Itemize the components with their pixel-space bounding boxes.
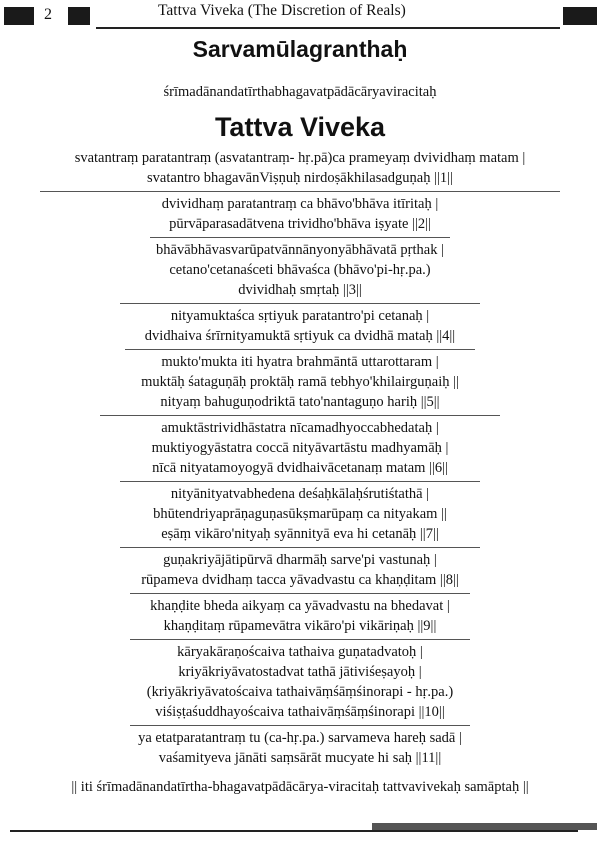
verse-1 bbox=[40, 146, 560, 192]
verse-line: ya etatparatantraṃ tu (ca-hṛ.pa.) sarvameva hareḥ sadā | bbox=[138, 730, 462, 746]
verse-line: kriyākriyāvatostadvat tathā jātiviśeṣayoḥ | bbox=[178, 664, 422, 680]
verse-line: nityamuktaśca sṛtiyuk paratantro'pi cetanaḥ | bbox=[170, 308, 430, 324]
work-title: Tattva Viveka bbox=[214, 112, 386, 142]
verse-3 bbox=[120, 238, 480, 304]
verse-line: khaṇḍitaṃ rūpamevātra vikāro'pi vikāriṇaḥ ||9|| bbox=[163, 618, 437, 634]
verse-line: dvividhaḥ smṛtaḥ ||3|| bbox=[238, 282, 362, 298]
page-number: 2 bbox=[44, 6, 52, 23]
decorative-block-left bbox=[4, 7, 34, 25]
verse-line: kāryakāraṇoścaiva tathaiva guṇatadvatoḥ | bbox=[177, 644, 423, 660]
footer-rule bbox=[10, 830, 578, 832]
verse-8 bbox=[130, 548, 470, 594]
verse-7 bbox=[120, 482, 480, 548]
verse-line: vaśamityeva jānāti saṃsārāt mucyate hi saḥ ||11|| bbox=[158, 750, 442, 766]
verse-line: dvidhaiva śrīrnityamuktā sṛtiyuk ca dvidhā mataḥ ||4|| bbox=[144, 328, 456, 344]
verse-line: muktiyogyāstatra coccā nityāvartāstu madhyamāḥ | bbox=[151, 440, 449, 456]
verse-line: eṣāṃ vikāro'nityaḥ syānnityā eva hi cetanāḥ ||7|| bbox=[161, 526, 439, 542]
verse-line: svatantraṃ paratantraṃ (asvatantraṃ- hṛ.pā)ca prameyaṃ dvividhaṃ matam | bbox=[74, 150, 526, 166]
decorative-block-left-inner bbox=[68, 7, 90, 25]
verse-line: bhāvābhāvasvarūpatvānnānyonyābhāvatā pṛthak | bbox=[156, 242, 444, 258]
verse-5 bbox=[100, 350, 500, 416]
page-header bbox=[0, 0, 600, 34]
verse-10 bbox=[130, 640, 470, 726]
verse-line: svatantro bhagavānViṣṇuḥ nirdoṣākhilasadguṇaḥ ||1|| bbox=[147, 170, 453, 186]
verse-6 bbox=[120, 416, 480, 482]
verse-line: mukto'mukta iti hyatra brahmāntā uttarottaram | bbox=[161, 354, 439, 370]
footer-decorative-bar bbox=[372, 823, 597, 830]
main-title: Sarvamūlagranthaḥ bbox=[192, 36, 408, 62]
verse-4 bbox=[125, 304, 475, 350]
header-rule bbox=[96, 27, 560, 29]
verse-line: nīcā nityatamoyogyā dvidhaivācetanaṃ matam ||6|| bbox=[152, 460, 448, 476]
verse-line: viśiṣṭaśuddhayoścaiva tathaivāṃśāṃśinorapi ||10|| bbox=[155, 704, 445, 720]
verse-line: guṇakriyājātipūrvā dharmāḥ sarve'pi vastunaḥ | bbox=[163, 552, 437, 568]
verse-line: bhūtendriyaprāṇaguṇasūkṣmarūpaṃ ca nityakam || bbox=[153, 506, 447, 522]
verse-line: (kriyākriyāvatoścaiva tathaivāṃśāṃśinorapi - hṛ.pa.) bbox=[146, 684, 454, 700]
verse-11 bbox=[120, 726, 480, 771]
verse-line: pūrvāparasadātvena trividho'bhāva iṣyate ||2|| bbox=[169, 216, 431, 232]
colophon: || iti śrīmadānandatīrtha-bhagavatpādācārya-viracitaḥ tattvavivekaḥ samāptaḥ || bbox=[71, 779, 529, 795]
verse-line: nityānityatvabhedena deśaḥkālaḥśrutiśtathā | bbox=[170, 486, 430, 502]
verses-section bbox=[0, 146, 600, 797]
running-head: Tattva Viveka (The Discretion of Reals) bbox=[158, 2, 406, 19]
verse-line: khaṇḍite bheda aikyaṃ ca yāvadvastu na bhedavat | bbox=[150, 598, 450, 614]
verse-2 bbox=[150, 192, 450, 238]
verse-9 bbox=[130, 594, 470, 640]
verse-line: rūpameva dvidhaṃ tacca yāvadvastu ca khaṇḍitam ||8|| bbox=[141, 572, 459, 588]
verse-line: cetano'cetanaśceti bhāvaśca (bhāvo'pi-hṛ.pa.) bbox=[169, 262, 431, 278]
decorative-block-right bbox=[563, 7, 597, 25]
verse-line: nityaṃ bahuguṇodriktā tato'nantaguṇo hariḥ ||5|| bbox=[160, 394, 440, 410]
verse-line: amuktāstrividhāstatra nīcamadhyoccabhedataḥ | bbox=[161, 420, 439, 436]
verse-line: muktāḥ śataguṇāḥ proktāḥ ramā tebhyo'khilairguṇaiḥ || bbox=[141, 374, 459, 390]
verse-line: dvividhaṃ paratantraṃ ca bhāvo'bhāva itīritaḥ | bbox=[161, 196, 439, 212]
subtitle: śrīmadānandatīrthabhagavatpādācāryaviracitaḥ bbox=[163, 84, 437, 100]
